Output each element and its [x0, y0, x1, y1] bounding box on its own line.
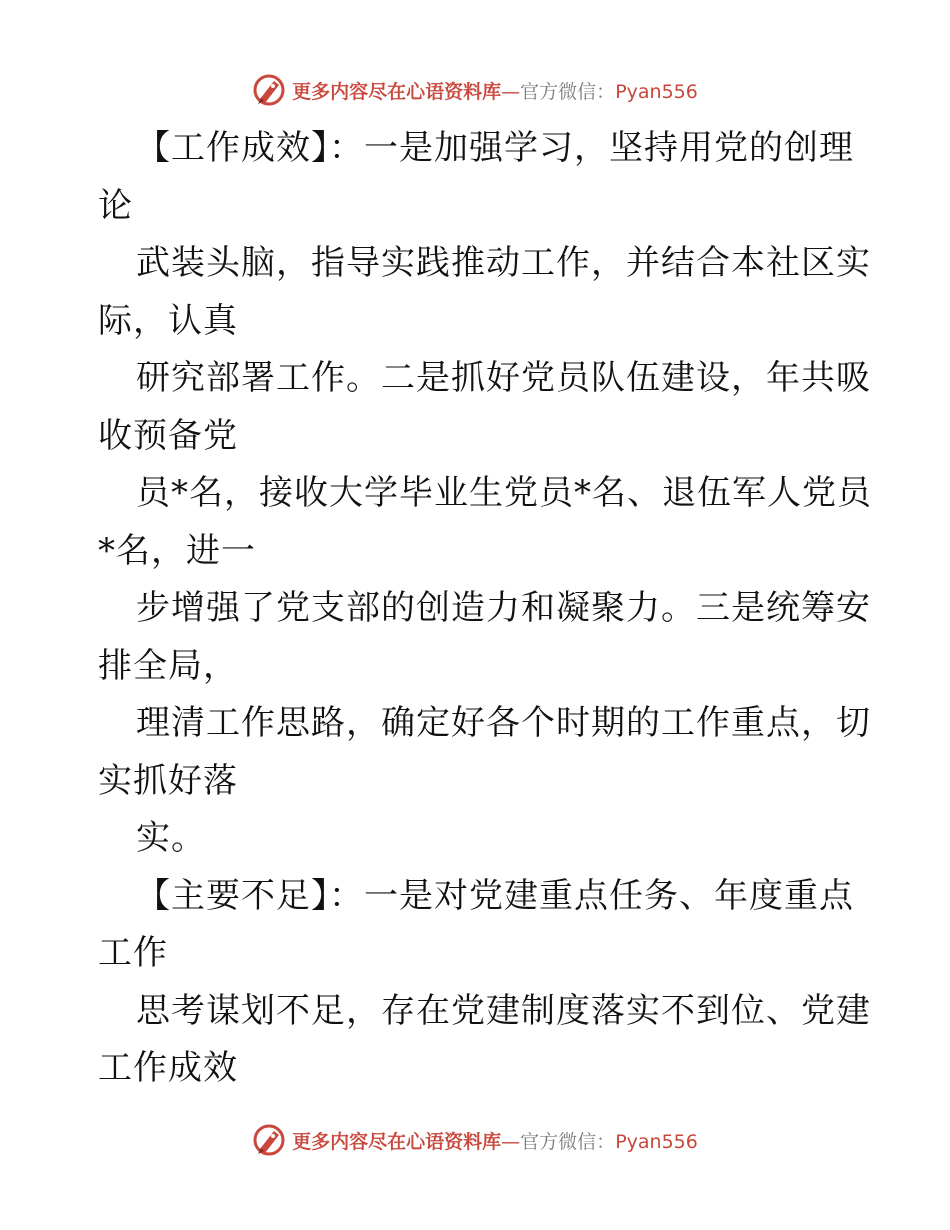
text-line: 际，认真 [98, 300, 238, 341]
watermark-main-text: 更多内容尽在心语资料库 [292, 1130, 502, 1153]
watermark-separator: — [501, 80, 521, 103]
text-line: 论 [98, 185, 133, 226]
watermark-text [292, 77, 698, 104]
watermark-text [292, 1127, 698, 1154]
pen-nib-logo-icon [252, 73, 286, 107]
footer-watermark [0, 1120, 950, 1160]
text-line: 排全局， [98, 645, 238, 686]
document-body [98, 120, 872, 1098]
text-line: 实抓好落 [98, 760, 238, 801]
watermark-main-text: 更多内容尽在心语资料库 [292, 80, 502, 103]
text-line: 【工作成效】：一是加强学习，坚持用党的创理 [136, 128, 854, 168]
watermark-contact-label: 官方微信： [520, 80, 616, 103]
text-line: 实。 [136, 818, 206, 858]
text-line: 研究部署工作。二是抓好党员队伍建设，年共吸 [136, 358, 871, 398]
header-watermark [0, 70, 950, 110]
watermark-contact-id: Pyan556 [615, 80, 698, 103]
text-line: 工作 [98, 933, 168, 973]
watermark-separator: — [501, 1130, 521, 1153]
text-line: 【主要不足】：一是对党建重点任务、年度重点 [136, 875, 854, 916]
text-line: 思考谋划不足，存在党建制度落实不到位、党建 [136, 990, 871, 1031]
text-line: 工作成效 [98, 1048, 238, 1088]
text-line: 收预备党 [98, 415, 238, 456]
text-line: *名，进一 [98, 530, 256, 571]
text-line: 步增强了党支部的创造力和凝聚力。三是统筹安 [136, 588, 871, 628]
watermark-contact-id: Pyan556 [615, 1130, 698, 1153]
watermark-contact-label: 官方微信： [520, 1130, 616, 1153]
text-line: 员*名，接收大学毕业生党员*名、退伍军人党员 [136, 473, 872, 513]
pen-nib-logo-icon [252, 1123, 286, 1157]
text-line: 武装头脑，指导实践推动工作，并结合本社区实 [136, 243, 871, 283]
text-line: 理清工作思路，确定好各个时期的工作重点，切 [136, 703, 871, 743]
